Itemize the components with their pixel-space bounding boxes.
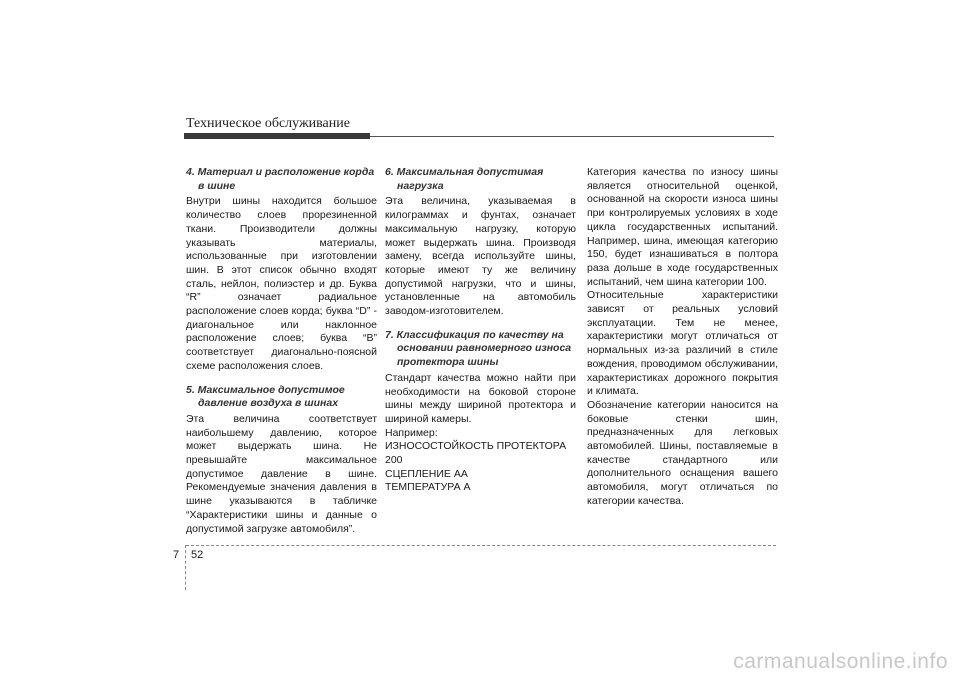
paragraph-max-load: Эта величина, указываемая в килограммах и фунтах, означает максимальную нагрузку, которую может выдержать шина. Производя замену, всегда используйте шины, которые имеют ту же величину допустимой нагрузки, что и шины, установленные на автомобиль заводом-изготовителем. <box>385 195 576 318</box>
footer-vertical-rule <box>185 545 186 590</box>
column-left <box>186 166 377 546</box>
heading-tire-cord-material: 4. Материал и расположение корда в шине <box>186 166 375 192</box>
heading-max-pressure: 5. Максимальное допустимое давление воздуха в шинах <box>186 383 345 410</box>
example-line: ИЗНОСОСТОЙКОСТЬ ПРОТЕКТОРА <box>385 440 567 453</box>
chapter-number: 7 <box>173 549 180 561</box>
header-bar <box>184 133 370 139</box>
example-label: Например: <box>385 426 438 439</box>
paragraph-treadwear-grade: Категория качества по износу шины является относительной оценкой, основанной на скорости износа шины при контролируемых условиях в ходе цикла государственных испытаний. Например, шина, имеющая категорию 150, будет изнашиваться в полтора раза дольше в ходе государственных испытаний, чем шина категории 100. <box>587 166 778 288</box>
watermark: carmanualsonline.info <box>733 650 948 673</box>
heading-max-load: 6. Максимальная допустимая нагрузка <box>385 166 544 192</box>
paragraph-quality-grading: Стандарт качества можно найти при необходимости на боковой стороне шины между шириной протектора и шириной камеры. <box>385 371 576 425</box>
heading-quality-grading: 7. Классификация по качеству на основании равномерного износа протектора шины <box>385 328 572 369</box>
example-line: ТЕМПЕРАТУРА А <box>385 481 471 494</box>
paragraph-tire-cord-material: Внутри шины находится большое количество слоев прорезиненной ткани. Производители должны указывать материалы, использованные при изготовлении шин. В этот список обычно входят сталь, нейлон, полиэстер и др. Буква “R” означает радиальное расположение слоев корда; буква “D” - диагональное или наклонное расположение слоев; буква “B” соответствует диагонально-поясной схеме расположения слоев. <box>186 195 377 372</box>
paragraph-max-pressure: Эта величина соответствует наибольшему давлению, которое может выдержать шина. Не превышайте максимальное допустимое давление в шине. Рекомендуемые значения давления в шине указываются в табличке “Характеристики шины и данные о допустимой загрузке автомобиля”. <box>186 412 377 535</box>
column-right <box>587 166 778 519</box>
page-number: 52 <box>191 549 204 561</box>
header-rule <box>370 136 774 137</box>
footer-rule <box>186 545 776 546</box>
paragraph-grade-marking: Обозначение категории наносится на боковые стенки шин, предназначенных для легковых автомобилей. Шины, поставляемые в качестве стандартного или дополнительного оснащения вашего автомобиля, могут отличаться по категории качества. <box>587 398 778 507</box>
column-middle <box>385 166 576 495</box>
paragraph-relative-performance: Относительные характеристики зависят от реальных условий эксплуатации. Тем не менее, характеристики могут отличаться от нормальных из-за различий в стиле вождения, проводимом обслуживании, характеристиках дорожного покрытия и климата. <box>587 289 778 398</box>
example-line: 200 <box>385 454 403 467</box>
example-line: СЦЕПЛЕНИЕ АА <box>385 467 468 480</box>
section-title: Техническое обслуживание <box>186 116 350 131</box>
